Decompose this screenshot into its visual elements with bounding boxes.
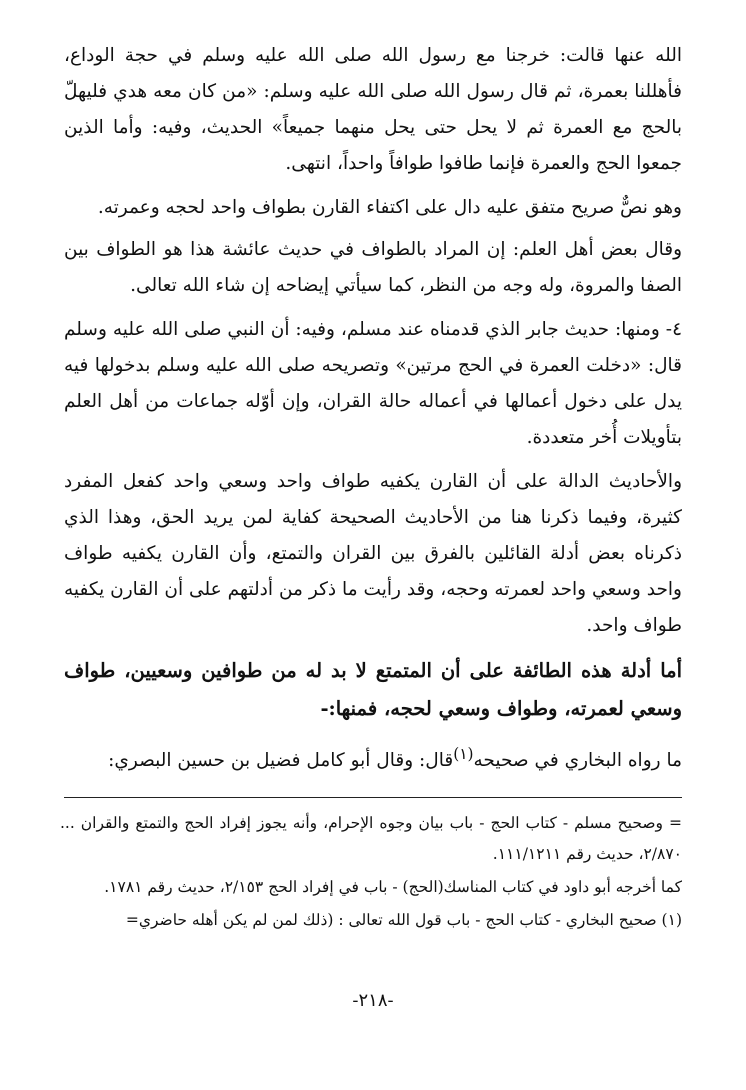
- paragraph-aisha-hadith: الله عنها قالت: خرجنا مع رسول الله صلى الله عليه وسلم في حجة الوداع، فأهللنا بعمرة، ثم قال رسول الله صلى الله عليه وسلم: «من كان معه هدي فليهلّ بالحج مع العمرة ثم لا يحل حتى يحل منهما جميعاً» الحديث، وفيه: وأما الذين جمعوا الحج والعمرة فإنما طافوا طوافاً واحداً، انتهى.: [64, 45, 682, 174]
- footnote-muslim-text: وصحيح مسلم - كتاب الحج - باب بيان وجوه الإحرام، وأنه يجوز إفراد الحج والتمتع والقران ... ٢/٨٧٠، حديث رقم ١١١/١٢١١.: [60, 814, 682, 863]
- page-number: -٢١٨-: [352, 990, 394, 1011]
- footnote-ref-1: (١): [453, 745, 474, 763]
- footnote-continued-muslim: [60, 808, 682, 870]
- footnote-continued-abu-dawud: كما أخرجه أبو داود في كتاب المناسك(الحج) - باب في إفراد الحج ٢/١٥٣، حديث رقم ١٧٨١.: [104, 878, 682, 896]
- paragraph-jabir-hadith: ٤- ومنها: حديث جابر الذي قدمناه عند مسلم، وفيه: أن النبي صلى الله عليه وسلم قال: «دخلت العمرة في الحج مرتين» وتصريحه صلى الله عليه وسلم بدخولها فيه يدل على دخول أعمالها في أعماله حالة القران، وإن أوّله جماعات من أهل العلم بتأويلات أُخر متعددة.: [64, 319, 682, 448]
- footnotes: [60, 808, 682, 938]
- paragraph-bukhari-narration: [64, 736, 682, 779]
- footnote-divider: [64, 797, 682, 798]
- bukhari-text-end: قال: وقال أبو كامل فضيل بن حسين البصري:: [108, 750, 454, 772]
- paragraph-scholars-view: وقال بعض أهل العلم: إن المراد بالطواف في حديث عائشة هذا هو الطواف بين الصفا والمروة، وله وجه من النظر، كما سيأتي إيضاحه إن شاء الله تعالى.: [64, 239, 682, 296]
- paragraph-explicit-text: وهو نصٌّ صريح متفق عليه دال على اكتفاء القارن بطواف واحد لحجه وعمرته.: [97, 197, 682, 218]
- continuation-mark: =: [669, 814, 682, 832]
- paragraph-hadith-summary: والأحاديث الدالة على أن القارن يكفيه طواف واحد وسعي واحد كفعل المفرد كثيرة، وفيما ذكرنا هنا من الأحاديث الصحيحة كفاية لمن يريد الحق، وهذا الذي ذكرناه بعض أدلة القائلين بالفرق بين القران والتمتع، وأن القارن يكفيه طواف واحد وسعي واحد لعمرته وحجه، وقد رأيت ما ذكر من أدلتهم على أن القارن يكفيه طواف واحد.: [64, 471, 682, 636]
- bukhari-text-start: ما رواه البخاري في صحيحه: [473, 750, 682, 772]
- footnote-1: (١) صحيح البخاري - كتاب الحج - باب قول الله تعالى : (ذلك لمن لم يكن أهله حاضري=: [125, 911, 682, 929]
- section-heading: أما أدلة هذه الطائفة على أن المتمتع لا بد له من طوافين وسعيين، طواف وسعي لعمرته، وطواف وسعي لحجه، فمنها:-: [64, 659, 682, 720]
- main-text: [64, 38, 682, 787]
